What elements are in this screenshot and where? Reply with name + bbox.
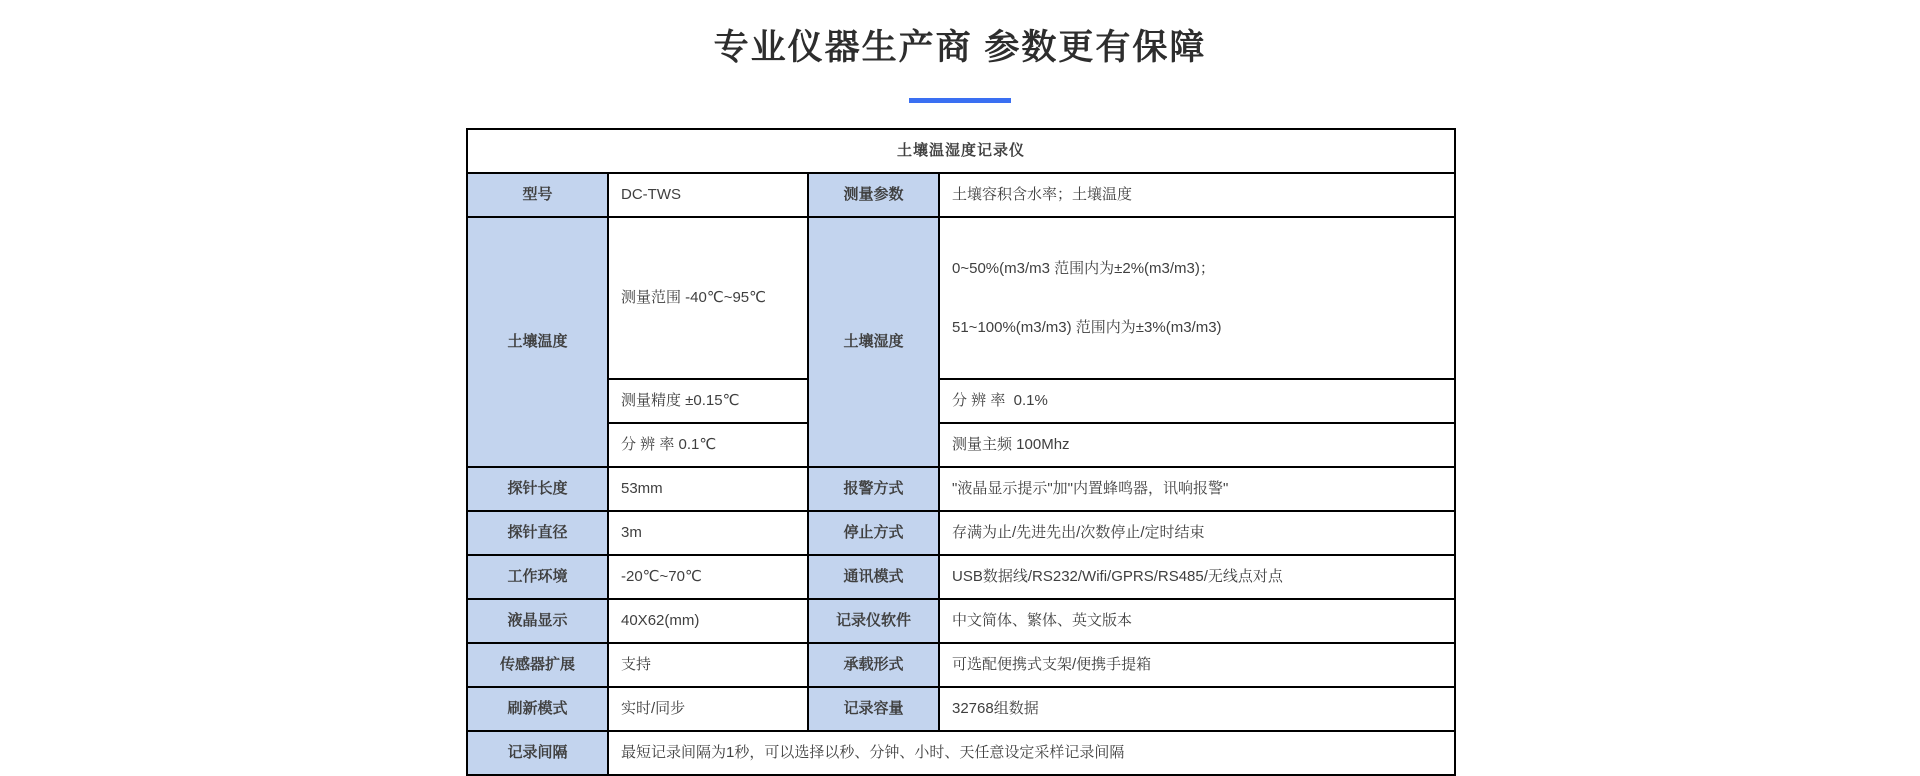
spec-label-probe-length: 探针长度 <box>467 467 608 511</box>
spec-label-record-interval: 记录间隔 <box>467 731 608 775</box>
spec-value-lcd-display: 40X62(mm) <box>608 599 808 643</box>
spec-value-measure-params: 土壤容积含水率；土壤温度 <box>939 173 1455 217</box>
spec-value-stop-mode: 存满为止/先进先出/次数停止/定时结束 <box>939 511 1455 555</box>
spec-value-refresh-mode: 实时/同步 <box>608 687 808 731</box>
spec-value-temp-range: 测量范围 -40℃~95℃ <box>608 217 808 379</box>
spec-table-container <box>466 128 1454 776</box>
humidity-accuracy-line2: 51~100%(m3/m3) 范围内为±3%(m3/m3) <box>952 318 1222 336</box>
table-row <box>467 687 1455 731</box>
spec-value-sensor-expansion: 支持 <box>608 643 808 687</box>
table-row <box>467 467 1455 511</box>
spec-label-record-capacity: 记录容量 <box>808 687 939 731</box>
table-row <box>467 599 1455 643</box>
spec-value-comm-mode: USB数据线/RS232/Wifi/GPRS/RS485/无线点对点 <box>939 555 1455 599</box>
spec-value-alarm-mode: "液晶显示提示"加"内置蜂鸣器，讯响报警" <box>939 467 1455 511</box>
spec-label-measure-params: 测量参数 <box>808 173 939 217</box>
spec-value-humidity-frequency: 测量主频 100Mhz <box>939 423 1455 467</box>
spec-label-model: 型号 <box>467 173 608 217</box>
table-row <box>467 379 1455 423</box>
title-accent-divider <box>909 98 1011 103</box>
table-title: 土壤温湿度记录仪 <box>467 129 1455 173</box>
spec-value-temp-resolution: 分 辨 率 0.1℃ <box>608 423 808 467</box>
spec-value-probe-length: 53mm <box>608 467 808 511</box>
spec-value-model: DC-TWS <box>608 173 808 217</box>
spec-value-work-env: -20℃~70℃ <box>608 555 808 599</box>
spec-label-work-env: 工作环境 <box>467 555 608 599</box>
spec-value-humidity-accuracy <box>939 217 1455 379</box>
table-row <box>467 173 1455 217</box>
table-row <box>467 731 1455 775</box>
spec-value-carry-form: 可选配便携式支架/便携手提箱 <box>939 643 1455 687</box>
table-row <box>467 555 1455 599</box>
table-title-row <box>467 129 1455 173</box>
spec-label-probe-diameter: 探针直径 <box>467 511 608 555</box>
spec-label-stop-mode: 停止方式 <box>808 511 939 555</box>
table-row <box>467 511 1455 555</box>
spec-value-logger-software: 中文简体、繁体、英文版本 <box>939 599 1455 643</box>
spec-label-refresh-mode: 刷新模式 <box>467 687 608 731</box>
spec-label-soil-humidity: 土壤湿度 <box>808 217 939 467</box>
spec-value-humidity-resolution: 分 辨 率 0.1% <box>939 379 1455 423</box>
spec-value-record-interval: 最短记录间隔为1秒，可以选择以秒、分钟、小时、天任意设定采样记录间隔 <box>608 731 1455 775</box>
spec-label-alarm-mode: 报警方式 <box>808 467 939 511</box>
page-title: 专业仪器生产商 参数更有保障 <box>713 28 1207 67</box>
spec-label-sensor-expansion: 传感器扩展 <box>467 643 608 687</box>
spec-label-logger-software: 记录仪软件 <box>808 599 939 643</box>
table-row <box>467 643 1455 687</box>
spec-table <box>466 128 1456 776</box>
spec-value-temp-accuracy: 测量精度 ±0.15℃ <box>608 379 808 423</box>
table-row <box>467 423 1455 467</box>
spec-label-comm-mode: 通讯模式 <box>808 555 939 599</box>
spec-value-probe-diameter: 3m <box>608 511 808 555</box>
humidity-accuracy-line1: 0~50%(m3/m3 范围内为±2%(m3/m3)； <box>952 260 1215 277</box>
spec-label-soil-temp: 土壤温度 <box>467 217 608 467</box>
spec-label-lcd-display: 液晶显示 <box>467 599 608 643</box>
spec-label-carry-form: 承载形式 <box>808 643 939 687</box>
table-row <box>467 217 1455 379</box>
spec-value-record-capacity: 32768组数据 <box>939 687 1455 731</box>
